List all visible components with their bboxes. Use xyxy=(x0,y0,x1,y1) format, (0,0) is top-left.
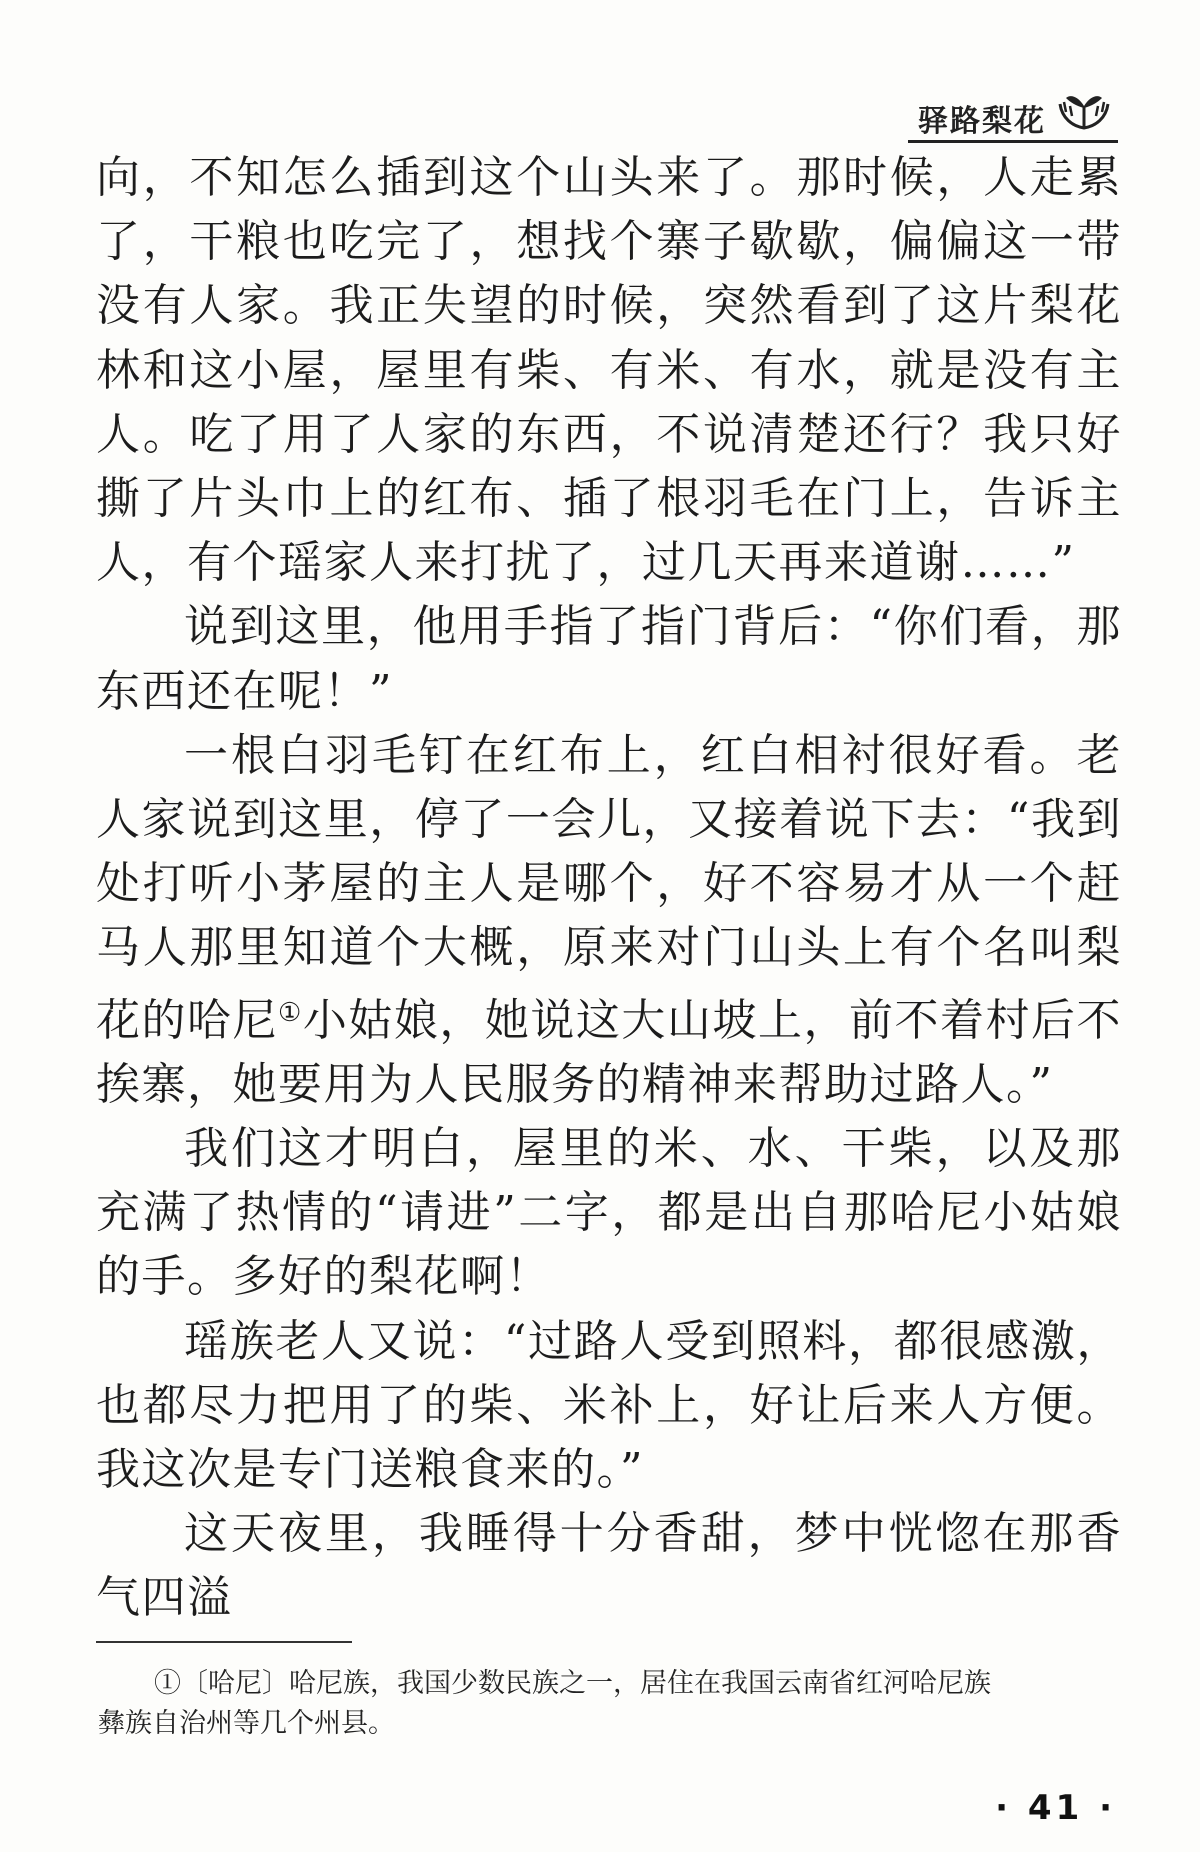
paragraph-3-part-2: 小姑娘，她说这大山坡上，前不着村后不挨寨，她要用为人民服务的精神来帮助过路人。” xyxy=(96,994,1123,1110)
running-header xyxy=(904,86,1124,142)
footnote-line-2: 彝族自治州等几个州县。 xyxy=(98,1708,395,1739)
header-rule xyxy=(908,140,1118,143)
paragraph-6: 这天夜里，我睡得十分香甜，梦中恍惚在那香气四溢 xyxy=(96,1508,1122,1624)
paragraph-1: 向，不知怎么插到这个山头来了。那时候，人走累了，干粮也吃完了，想找个寨子歇歇，偏偏这一带没有人家。我正失望的时候，突然看到了这片梨花林和这小屋，屋里有柴、有米、有水，就是没有主人。吃了用了人家的东西，不说清楚还行？我只好撕了片头巾上的红布、插了根羽毛在门上，告诉主人，有个瑶家人来打扰了，过几天再来道谢……” xyxy=(96,152,1122,589)
body-text xyxy=(96,146,1122,1631)
tree-hands-icon xyxy=(1056,88,1112,134)
footnote-rule xyxy=(96,1641,352,1643)
footnote-line-1: ①〔哈尼〕哈尼族，我国少数民族之一，居住在我国云南省红河哈尼族 xyxy=(154,1668,991,1699)
paragraph-3-part-1: 一根白羽毛钉在红布上，红白相衬很好看。老人家说到这里，停了一会儿，又接着说下去：“我到处打听小茅屋的主人是哪个，好不容易才从一个赶马人那里知道个大概，原来对门山头上有个名叫梨花的哈尼 xyxy=(96,729,1122,1046)
footnote xyxy=(98,1664,1114,1744)
paragraph-4: 我们这才明白，屋里的米、水、干柴，以及那充满了热情的“请进”二字，都是出自那哈尼小姑娘的手。多好的梨花啊！ xyxy=(96,1123,1122,1303)
paragraph-3 xyxy=(96,724,1122,1117)
footnote-mark: ① xyxy=(278,997,303,1028)
paragraph-5: 瑶族老人又说：“过路人受到照料，都很感激，也都尽力把用了的柴、米补上，好让后来人方便。我这次是专门送粮食来的。” xyxy=(96,1315,1122,1496)
page-number: · 41 · xyxy=(995,1788,1116,1828)
paragraph-2: 说到这里，他用手指了指门背后：“你们看，那东西还在呢！” xyxy=(96,601,1122,717)
running-title: 驿路梨花 xyxy=(918,104,1046,139)
